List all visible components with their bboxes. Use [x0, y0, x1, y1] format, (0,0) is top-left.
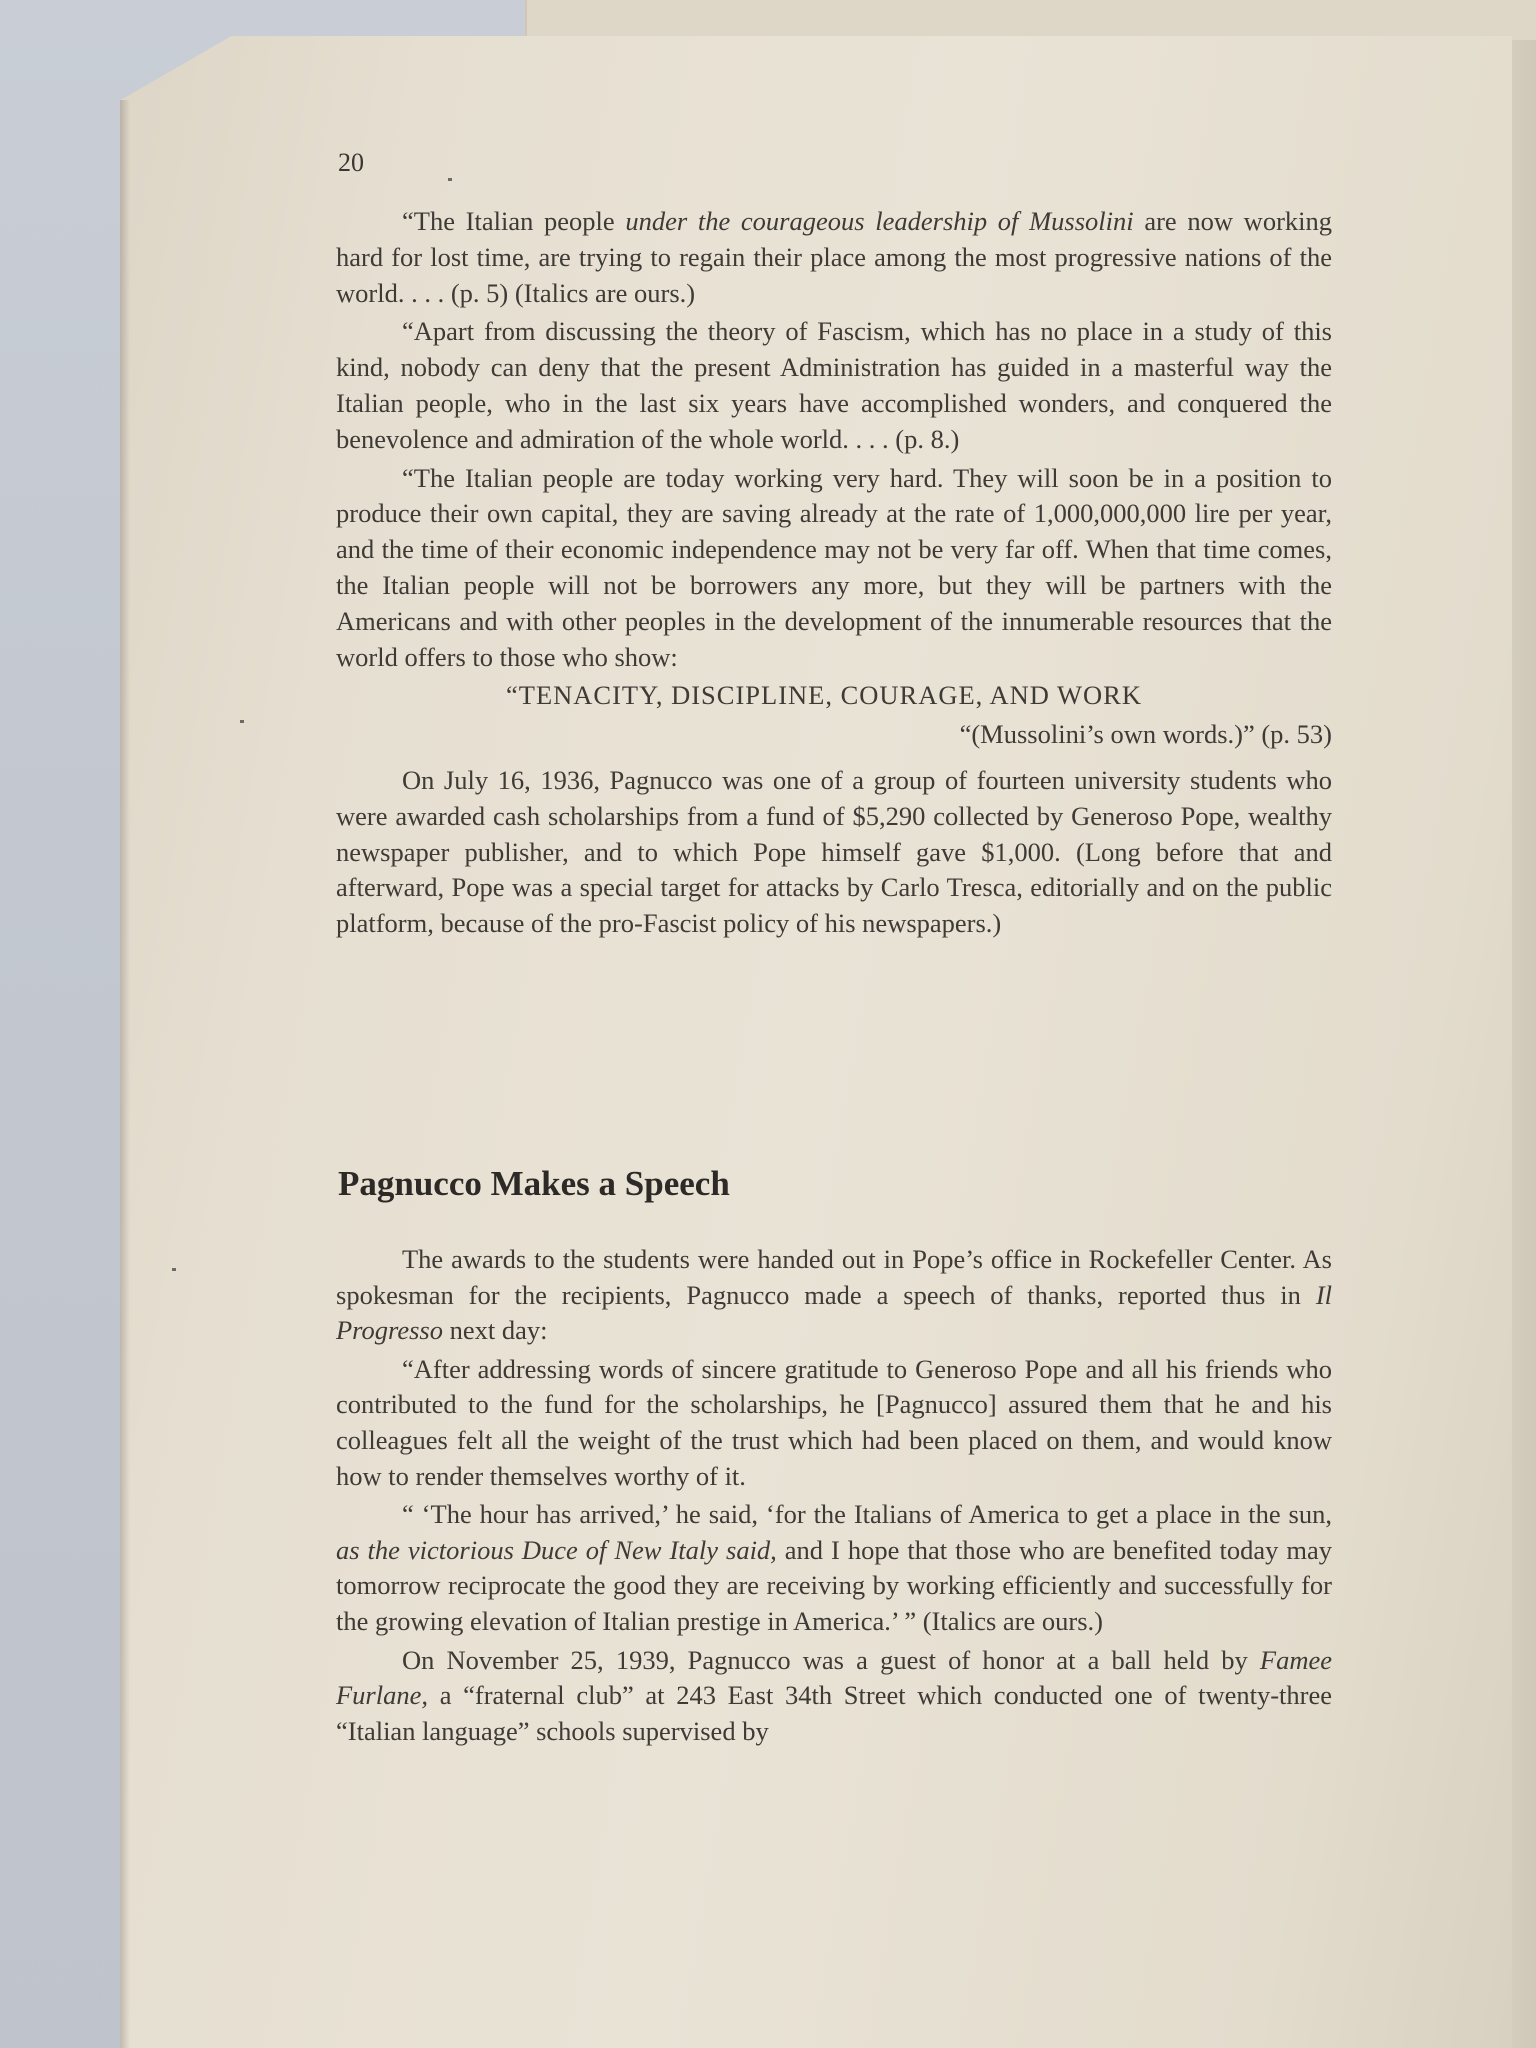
body-text-section-2	[336, 1242, 1332, 1752]
ball-paragraph: On November 25, 1939, Pagnucco was a guest of honor at a ball held by Famee Furlane, a “fraternal club” at 243 East 34th Street which conducted one of twenty-three “Italian language” schools supervised by	[336, 1644, 1332, 1746]
stray-mark	[240, 720, 244, 723]
speech-quote-paragraph-2: “ ‘The hour has arrived,’ he said, ‘for the Italians of America to get a place in the sun, as the victorious Duce of New Italy said, and I hope that those who are benefited today may tomorrow reciprocate the good they are receiving by working efficiently and successfully for the growing elevation of Italian prestige in America.’ ” (Italics are ours.)	[336, 1499, 1332, 1636]
stray-mark	[172, 1268, 176, 1271]
slogan: “TENACITY, DISCIPLINE, COURAGE, AND WORK	[506, 680, 1142, 711]
section-heading: Pagnucco Makes a Speech	[338, 1164, 730, 1203]
page-number: 20	[338, 148, 364, 177]
quote-paragraph-1: “The Italian people under the courageous leadership of Mussolini are now working hard for lost time, are trying to regain their place among the most progressive nations of the world. . . . (p. 5) (Italics are ours.)	[336, 206, 1333, 308]
stray-mark	[448, 178, 452, 181]
body-text-section-1	[336, 204, 1332, 945]
quote-paragraph-3: “The Italian people are today working very hard. They will soon be in a position to produce their own capital, they are saving already at the rate of 1,000,000,000 lire per year, and the time of their economic independence may not be very far off. When that time comes, the Italian people will not be borrowers any more, but they will be partners with the Americans and with other peoples in the development of the innumerable resources that the world offers to those who show:	[336, 462, 1332, 672]
speech-quote-paragraph-1: “After addressing words of sincere gratitude to Generoso Pope and all his friends who contributed to the fund for the scholarships, he [Pagnucco] assured them that he and his colleagues felt all the weight of the trust which had been placed on them, and would know how to render themselves worthy of it.	[336, 1353, 1332, 1491]
awards-paragraph: The awards to the students were handed out in Pope’s office in Rockefeller Center. As spokesman for the recipients, Pagnucco made a speech of thanks, reported thus in Il Progresso next day:	[336, 1244, 1332, 1346]
page-edge-shadow	[120, 100, 130, 2048]
slogan-attribution: “(Mussolini’s own words.)” (p. 53)	[959, 719, 1332, 750]
scholarship-paragraph: On July 16, 1936, Pagnucco was one of a group of fourteen university students who were awarded cash scholarships from a fund of $5,290 collected by Generoso Pope, wealthy newspaper publisher, and to which Pope himself gave $1,000. (Long before that and afterward, Pope was a special target for attacks by Carlo Tresca, editorially and on the public platform, because of the pro-Fascist policy of his newspapers.)	[336, 764, 1332, 939]
quote-paragraph-2: “Apart from discussing the theory of Fascism, which has no place in a study of this kind, nobody can deny that the present Administration has guided in a masterful way the Italian people, who in the last six years have accomplished wonders, and conquered the benevolence and admiration of the whole world. . . . (p. 8.)	[336, 316, 1332, 454]
